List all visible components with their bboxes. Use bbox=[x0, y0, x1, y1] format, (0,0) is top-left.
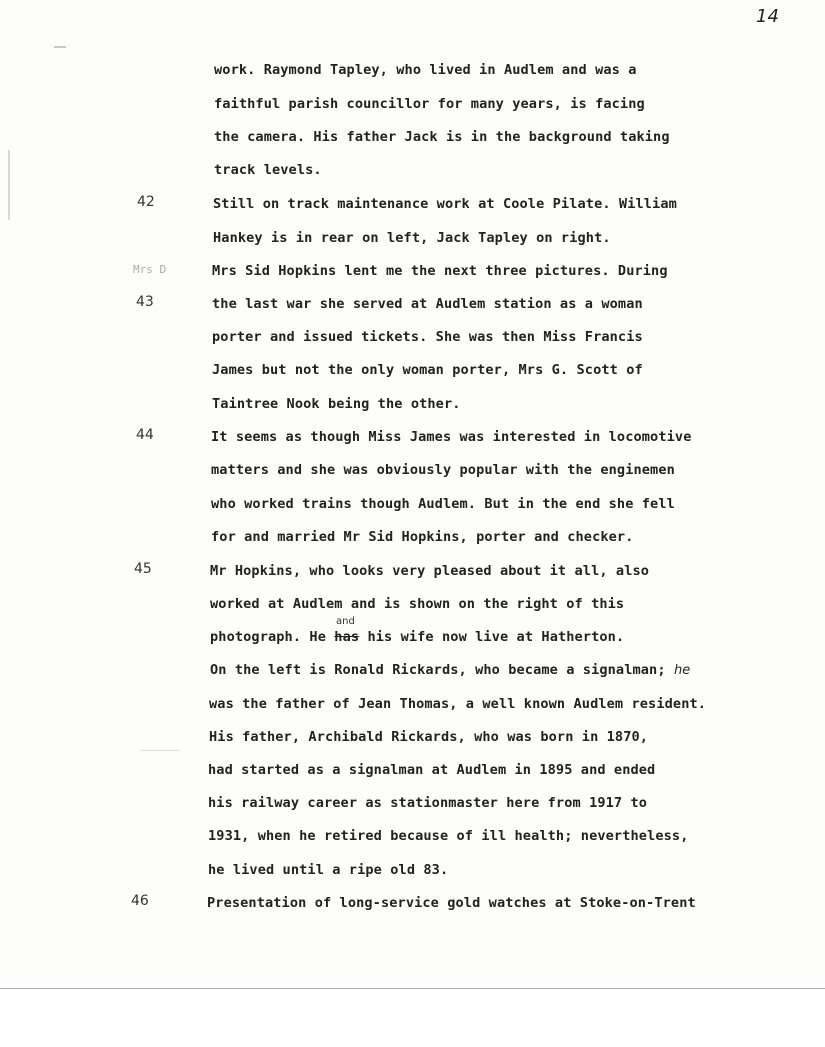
text-line: matters and she was obviously popular with the enginemen bbox=[211, 462, 675, 478]
text-line: faithful parish councillor for many years, is facing bbox=[214, 96, 645, 112]
text-line: Mr Hopkins, who looks very pleased about it all, also bbox=[210, 563, 650, 579]
text-line: Still on track maintenance work at Coole Pilate. William bbox=[213, 196, 677, 212]
text-line: who worked trains though Audlem. But in the end she fell bbox=[211, 496, 675, 512]
text-line: Presentation of long-service gold watches at Stoke-on-Trent bbox=[207, 895, 696, 911]
scan-background bbox=[0, 989, 825, 1047]
text-line: had started as a signalman at Audlem in 1895 and ended bbox=[208, 762, 656, 778]
text-line bbox=[210, 662, 690, 678]
handwritten-addition: he bbox=[673, 663, 691, 678]
text-line: track levels. bbox=[214, 162, 322, 178]
page-number: 14 bbox=[756, 6, 779, 27]
text-line: Hankey is in rear on left, Jack Tapley on right. bbox=[213, 230, 611, 246]
item-number: 44 bbox=[136, 427, 154, 443]
text-line: the camera. His father Jack is in the background taking bbox=[214, 129, 670, 145]
text-segment: his wife now live at Hatherton. bbox=[367, 629, 625, 645]
text-line: porter and issued tickets. She was then Miss Francis bbox=[212, 329, 643, 345]
text-line: Taintree Nook being the other. bbox=[212, 396, 461, 412]
text-line: was the father of Jean Thomas, a well known Audlem resident. bbox=[209, 696, 707, 712]
text-line bbox=[210, 629, 624, 645]
struck-word: has bbox=[334, 629, 360, 645]
text-line: he lived until a ripe old 83. bbox=[208, 862, 449, 878]
item-number: 43 bbox=[136, 294, 154, 310]
text-line: worked at Audlem and is shown on the right of this bbox=[210, 596, 625, 612]
text-line: the last war she served at Audlem station as a woman bbox=[212, 296, 643, 312]
margin-note: Mrs D bbox=[133, 263, 167, 276]
scan-mark bbox=[140, 750, 180, 751]
scan-mark bbox=[54, 46, 66, 48]
item-number: 45 bbox=[134, 561, 152, 577]
text-line: James but not the only woman porter, Mrs G. Scott of bbox=[212, 362, 643, 378]
text-line: 1931, when he retired because of ill health; nevertheless, bbox=[208, 828, 689, 844]
text-line: His father, Archibald Rickards, who was born in 1870, bbox=[209, 729, 649, 745]
text-line: work. Raymond Tapley, who lived in Audlem and was a bbox=[214, 62, 637, 78]
item-number: 42 bbox=[137, 194, 155, 210]
text-line: Mrs Sid Hopkins lent me the next three pictures. During bbox=[212, 263, 668, 279]
text-line: his railway career as stationmaster here from 1917 to bbox=[208, 795, 648, 811]
text-line: for and married Mr Sid Hopkins, porter and checker. bbox=[211, 529, 634, 545]
text-line: It seems as though Miss James was interested in locomotive bbox=[211, 429, 692, 445]
text-segment: On the left is Ronald Rickards, who became a signalman; bbox=[210, 662, 666, 678]
item-number: 46 bbox=[131, 893, 149, 909]
text-segment: photograph. He bbox=[210, 629, 326, 645]
scan-mark bbox=[8, 150, 10, 220]
inserted-word: and bbox=[336, 616, 355, 627]
